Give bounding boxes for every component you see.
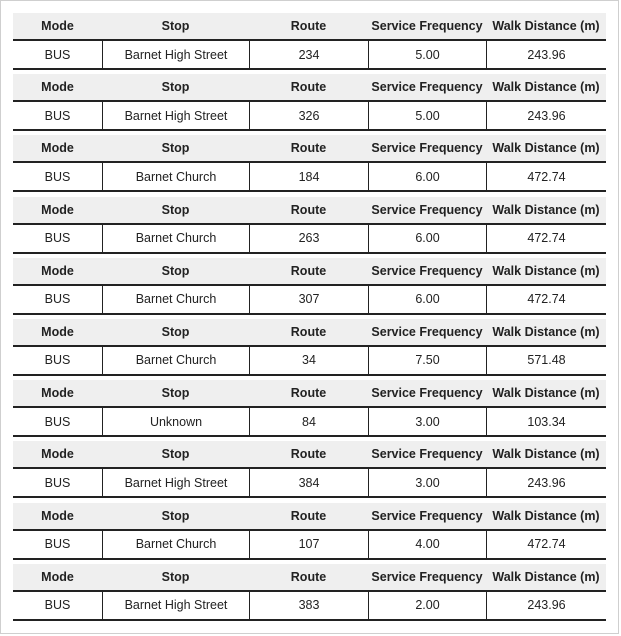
table-row: [13, 408, 606, 437]
cell-stop: Barnet Church: [102, 225, 249, 252]
table-row: [13, 225, 606, 254]
header-mode: Mode: [41, 386, 74, 401]
header-route: Route: [290, 324, 327, 339]
header-service-frequency: Service Frequency: [371, 202, 483, 217]
cell-walk-distance: 243.96: [486, 592, 606, 619]
cell-stop: Barnet High Street: [102, 41, 249, 68]
header-mode: Mode: [41, 19, 74, 33]
header-route: Route: [290, 569, 327, 584]
cell-walk-distance: 472.74: [486, 531, 606, 558]
cell-route: 234: [249, 41, 368, 68]
table-row: [13, 592, 606, 621]
route-table: [13, 441, 606, 502]
cell-route: 383: [249, 592, 368, 619]
cell-walk-distance: 103.34: [486, 408, 606, 435]
header-stop: Stop: [161, 263, 190, 278]
header-route: Route: [290, 19, 327, 33]
cell-route: 184: [249, 163, 368, 190]
cell-mode: BUS: [44, 414, 71, 429]
cell-stop: Barnet Church: [102, 286, 249, 313]
cell-service-frequency: 6.00: [368, 286, 486, 313]
cell-mode: BUS: [44, 475, 71, 490]
header-route: Route: [290, 263, 327, 278]
header-mode: Mode: [41, 141, 74, 156]
cell-walk-distance: 472.74: [486, 286, 606, 313]
cell-mode: BUS: [44, 231, 71, 246]
cell-route: 307: [249, 286, 368, 313]
table-header: [13, 380, 606, 408]
cell-stop: Barnet Church: [102, 531, 249, 558]
header-mode: Mode: [41, 263, 74, 278]
header-route: Route: [290, 80, 327, 95]
cell-route: 34: [249, 347, 368, 374]
cell-walk-distance: 243.96: [486, 469, 606, 496]
route-table: [13, 197, 606, 258]
table-header: [13, 564, 606, 592]
cell-service-frequency: 7.50: [368, 347, 486, 374]
header-stop: Stop: [161, 80, 190, 95]
route-table-list: [13, 13, 606, 625]
header-walk-distance: Walk Distance (m): [492, 202, 600, 217]
header-route: Route: [290, 508, 327, 523]
table-row: [13, 163, 606, 192]
header-stop: Stop: [161, 569, 190, 584]
cell-service-frequency: 6.00: [368, 225, 486, 252]
header-route: Route: [290, 141, 327, 156]
cell-service-frequency: 5.00: [368, 41, 486, 68]
table-row: [13, 469, 606, 498]
table-header: [13, 197, 606, 225]
header-mode: Mode: [41, 80, 74, 95]
header-service-frequency: Service Frequency: [371, 19, 483, 33]
cell-walk-distance: 243.96: [486, 102, 606, 129]
table-row: [13, 102, 606, 131]
header-service-frequency: Service Frequency: [371, 447, 483, 462]
cell-route: 107: [249, 531, 368, 558]
cell-service-frequency: 3.00: [368, 469, 486, 496]
cell-route: 263: [249, 225, 368, 252]
header-route: Route: [290, 386, 327, 401]
cell-stop: Barnet High Street: [102, 469, 249, 496]
route-table: [13, 13, 606, 74]
table-header: [13, 74, 606, 102]
header-stop: Stop: [161, 202, 190, 217]
cell-stop: Barnet Church: [102, 347, 249, 374]
cell-mode: BUS: [44, 292, 71, 307]
table-header: [13, 441, 606, 469]
header-walk-distance: Walk Distance (m): [492, 141, 600, 156]
header-mode: Mode: [41, 447, 74, 462]
header-walk-distance: Walk Distance (m): [492, 569, 600, 584]
table-header: [13, 319, 606, 347]
header-walk-distance: Walk Distance (m): [492, 447, 600, 462]
table-row: [13, 347, 606, 376]
cell-walk-distance: 472.74: [486, 163, 606, 190]
header-walk-distance: Walk Distance (m): [492, 19, 600, 33]
table-header: [13, 13, 606, 41]
cell-stop: Barnet High Street: [102, 592, 249, 619]
cell-mode: BUS: [44, 537, 71, 551]
header-service-frequency: Service Frequency: [371, 80, 483, 95]
header-mode: Mode: [41, 202, 74, 217]
route-table: [13, 564, 606, 625]
route-table: [13, 74, 606, 135]
header-walk-distance: Walk Distance (m): [492, 263, 600, 278]
table-header: [13, 258, 606, 286]
header-walk-distance: Walk Distance (m): [492, 508, 600, 523]
cell-walk-distance: 472.74: [486, 225, 606, 252]
header-service-frequency: Service Frequency: [371, 263, 483, 278]
cell-stop: Barnet High Street: [102, 102, 249, 129]
header-mode: Mode: [41, 324, 74, 339]
header-stop: Stop: [161, 508, 190, 523]
route-table: [13, 380, 606, 441]
header-route: Route: [290, 447, 327, 462]
cell-service-frequency: 4.00: [368, 531, 486, 558]
header-mode: Mode: [41, 569, 74, 584]
cell-walk-distance: 571.48: [486, 347, 606, 374]
route-table: [13, 319, 606, 380]
route-table: [13, 135, 606, 196]
header-service-frequency: Service Frequency: [371, 141, 483, 156]
table-header: [13, 503, 606, 531]
cell-route: 84: [249, 408, 368, 435]
header-walk-distance: Walk Distance (m): [492, 80, 600, 95]
cell-mode: BUS: [44, 353, 71, 368]
header-stop: Stop: [161, 386, 190, 401]
cell-service-frequency: 3.00: [368, 408, 486, 435]
table-header: [13, 135, 606, 163]
header-walk-distance: Walk Distance (m): [492, 386, 600, 401]
cell-service-frequency: 6.00: [368, 163, 486, 190]
cell-stop: Barnet Church: [102, 163, 249, 190]
header-service-frequency: Service Frequency: [371, 508, 483, 523]
header-route: Route: [290, 202, 327, 217]
cell-stop: Unknown: [102, 408, 249, 435]
header-service-frequency: Service Frequency: [371, 386, 483, 401]
cell-route: 384: [249, 469, 368, 496]
header-service-frequency: Service Frequency: [371, 324, 483, 339]
cell-service-frequency: 5.00: [368, 102, 486, 129]
cell-mode: BUS: [44, 598, 71, 613]
route-table: [13, 258, 606, 319]
cell-walk-distance: 243.96: [486, 41, 606, 68]
header-walk-distance: Walk Distance (m): [492, 324, 600, 339]
cell-service-frequency: 2.00: [368, 592, 486, 619]
route-table: [13, 503, 606, 564]
header-mode: Mode: [41, 508, 74, 523]
header-stop: Stop: [161, 447, 190, 462]
table-row: [13, 286, 606, 315]
table-row: [13, 41, 606, 70]
cell-mode: BUS: [44, 169, 71, 184]
cell-mode: BUS: [44, 47, 71, 62]
header-stop: Stop: [161, 141, 190, 156]
header-service-frequency: Service Frequency: [371, 569, 483, 584]
cell-mode: BUS: [44, 108, 71, 123]
cell-route: 326: [249, 102, 368, 129]
header-stop: Stop: [161, 19, 190, 33]
header-stop: Stop: [161, 324, 190, 339]
table-row: [13, 531, 606, 560]
